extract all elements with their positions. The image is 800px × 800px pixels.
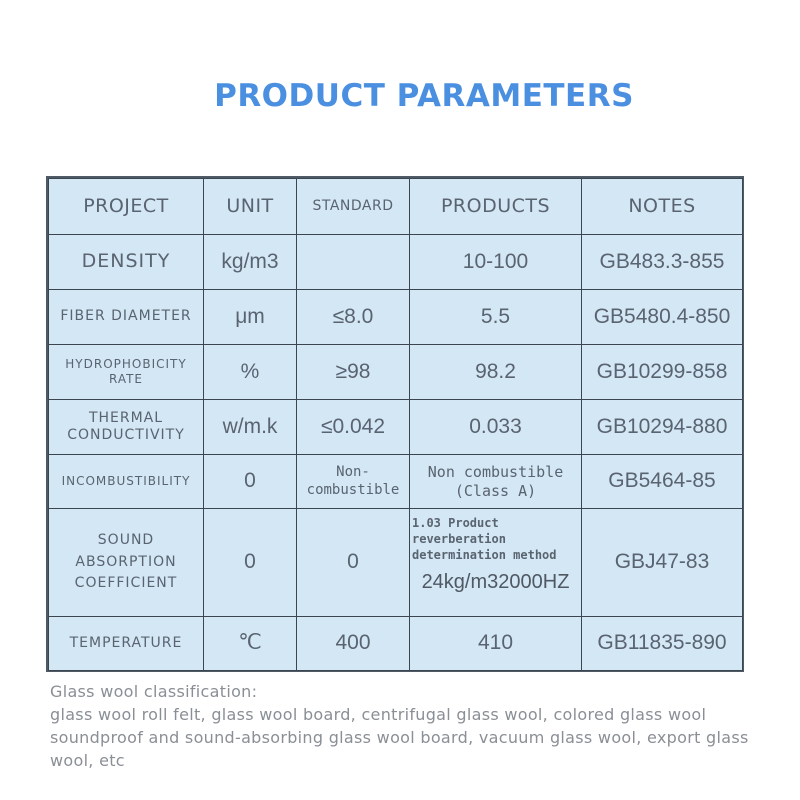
table-row xyxy=(49,345,743,400)
unit-cell: ℃ xyxy=(204,617,297,671)
notes-cell: GBJ47-83 xyxy=(582,509,743,617)
project-cell: TEMPERATURE xyxy=(49,617,204,671)
header-project: PROJECT xyxy=(49,179,204,235)
notes-cell: GB5464-85 xyxy=(582,455,743,509)
unit-cell: kg/m3 xyxy=(204,235,297,290)
products-cell: Non combustible (Class A) xyxy=(410,455,582,509)
notes-cell: GB483.3-855 xyxy=(582,235,743,290)
project-cell: INCOMBUSTIBILITY xyxy=(49,455,204,509)
products-method-text: 1.03 Product reverberation determination method xyxy=(412,516,557,563)
project-cell: DENSITY xyxy=(49,235,204,290)
header-notes: NOTES xyxy=(582,179,743,235)
standard-cell: ≤8.0 xyxy=(297,290,410,345)
products-cell: 10-100 xyxy=(410,235,582,290)
unit-cell: % xyxy=(204,345,297,400)
page-title: PRODUCT PARAMETERS xyxy=(214,78,634,114)
notes-cell: GB11835-890 xyxy=(582,617,743,671)
unit-cell: w/m.k xyxy=(204,400,297,455)
products-cell xyxy=(410,509,582,617)
caption-body: glass wool roll felt, glass wool board, centrifugal glass wool, colored glass wool soundproof and sound-absorbing glass wool board, vacuum glass wool, export glass wool, etc xyxy=(50,705,749,770)
header-standard: STANDARD xyxy=(297,179,410,235)
notes-cell: GB5480.4-850 xyxy=(582,290,743,345)
parameters-table xyxy=(46,176,744,672)
project-cell: HYDROPHOBICITY RATE xyxy=(49,345,204,400)
standard-cell xyxy=(297,235,410,290)
standard-cell: 400 xyxy=(297,617,410,671)
table-header-row xyxy=(49,179,743,235)
unit-cell: 0 xyxy=(204,509,297,617)
standard-cell: ≤0.042 xyxy=(297,400,410,455)
products-extra-text: 24kg/m32000HZ xyxy=(421,570,570,593)
notes-cell: GB10299-858 xyxy=(582,345,743,400)
unit-cell: 0 xyxy=(204,455,297,509)
table-row xyxy=(49,290,743,345)
table-row xyxy=(49,509,743,617)
table-row xyxy=(49,455,743,509)
unit-cell: μm xyxy=(204,290,297,345)
table-row xyxy=(49,400,743,455)
standard-cell: 0 xyxy=(297,509,410,617)
products-cell: 0.033 xyxy=(410,400,582,455)
caption-heading: Glass wool classification: xyxy=(50,682,258,701)
table-row xyxy=(49,617,743,671)
standard-cell: ≥98 xyxy=(297,345,410,400)
header-unit: UNIT xyxy=(204,179,297,235)
products-cell: 5.5 xyxy=(410,290,582,345)
products-cell: 410 xyxy=(410,617,582,671)
notes-cell: GB10294-880 xyxy=(582,400,743,455)
project-cell: FIBER DIAMETER xyxy=(49,290,204,345)
header-products: PRODUCTS xyxy=(410,179,582,235)
standard-cell: Non-combustible xyxy=(297,455,410,509)
parameters-grid xyxy=(48,178,743,671)
project-cell: THERMAL CONDUCTIVITY xyxy=(49,400,204,455)
products-cell: 98.2 xyxy=(410,345,582,400)
classification-caption xyxy=(50,680,750,772)
table-row xyxy=(49,235,743,290)
project-cell: SOUND ABSORPTION COEFFICIENT xyxy=(49,509,204,617)
